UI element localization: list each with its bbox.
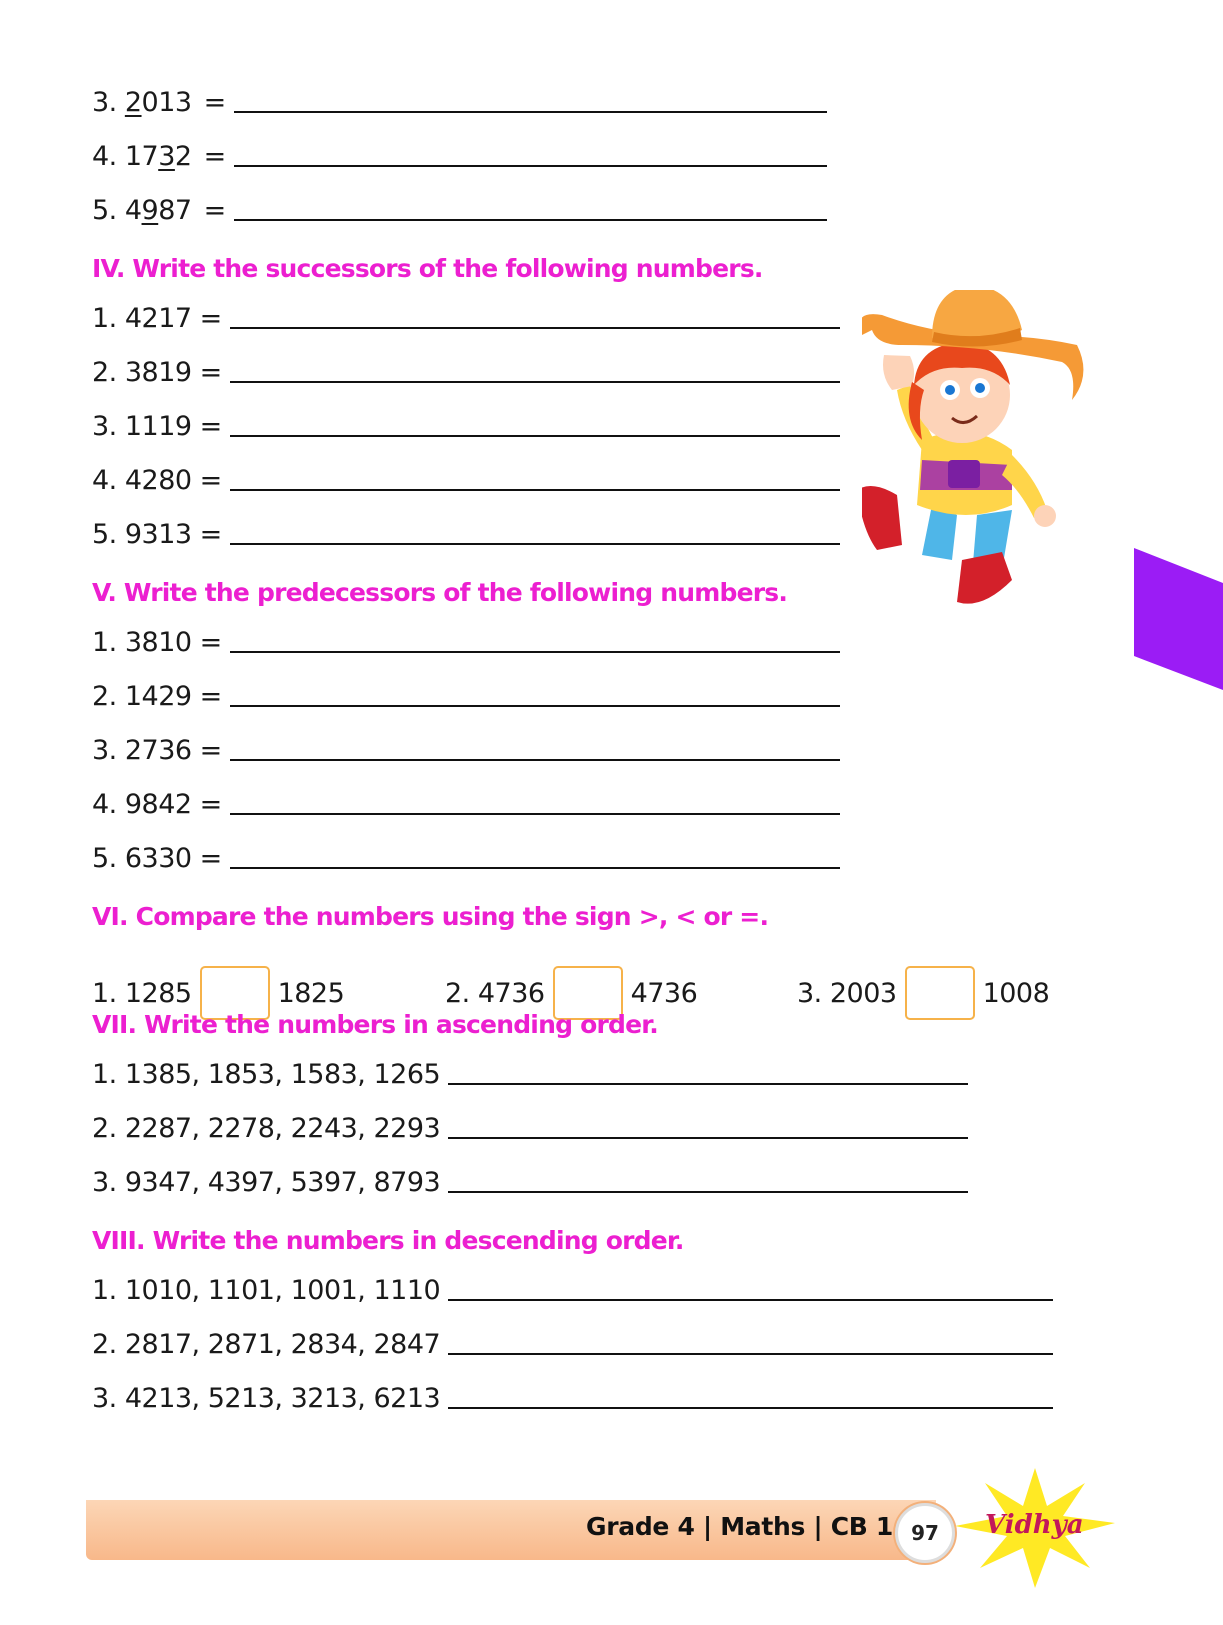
ascending-item: 3. 9347, 4397, 5397, 8793: [92, 1166, 968, 1200]
successor-item: 2. 3819 =: [92, 356, 840, 390]
answer-line[interactable]: [234, 111, 827, 113]
answer-line[interactable]: [448, 1191, 968, 1193]
predecessor-item: 5. 6330 =: [92, 842, 840, 876]
answer-line[interactable]: [230, 867, 840, 869]
place-value-item: [92, 140, 827, 174]
descending-item: 2. 2817, 2871, 2834, 2847: [92, 1328, 1053, 1362]
section-heading-predecessors: V. Write the predecessors of the following numbers.: [92, 578, 788, 607]
page-number: 97: [895, 1503, 955, 1563]
answer-line[interactable]: [448, 1407, 1053, 1409]
predecessor-item: 4. 9842 =: [92, 788, 840, 822]
answer-line[interactable]: [230, 435, 840, 437]
place-value-item: [92, 194, 827, 228]
successor-item: 5. 9313 =: [92, 518, 840, 552]
compare-item: 3. 2003 1008: [797, 966, 1049, 1020]
descending-item: 3. 4213, 5213, 3213, 6213: [92, 1382, 1053, 1416]
ascending-item: 2. 2287, 2278, 2243, 2293: [92, 1112, 968, 1146]
footer-label: Grade 4 | Maths | CB 1: [586, 1512, 894, 1541]
answer-line[interactable]: [448, 1083, 968, 1085]
item-number: 5. 4987 =: [92, 195, 226, 226]
answer-line[interactable]: [234, 219, 827, 221]
item-number: 3. 2013 =: [92, 87, 226, 118]
section-heading-descending: VIII. Write the numbers in descending order.: [92, 1226, 684, 1255]
successor-item: 1. 4217 =: [92, 302, 840, 336]
answer-line[interactable]: [230, 489, 840, 491]
answer-line[interactable]: [230, 381, 840, 383]
answer-line[interactable]: [230, 813, 840, 815]
compare-answer-box[interactable]: [905, 966, 975, 1020]
logo-text: Vidhya: [985, 1510, 1084, 1540]
successor-item: 3. 1119 =: [92, 410, 840, 444]
successor-item: 4. 4280 =: [92, 464, 840, 498]
answer-line[interactable]: [230, 651, 840, 653]
predecessor-item: 3. 2736 =: [92, 734, 840, 768]
predecessor-item: 1. 3810 =: [92, 626, 840, 660]
answer-line[interactable]: [448, 1137, 968, 1139]
section-heading-successors: IV. Write the successors of the following numbers.: [92, 254, 763, 283]
predecessor-item: 2. 1429 =: [92, 680, 840, 714]
answer-line[interactable]: [448, 1353, 1053, 1355]
section-heading-compare: VI. Compare the numbers using the sign >, < or =.: [92, 902, 769, 931]
cowboy-kid-illustration: [862, 290, 1122, 620]
answer-line[interactable]: [230, 327, 840, 329]
item-number: 4. 1732 =: [92, 141, 226, 172]
section-tab-marker: [1134, 548, 1223, 690]
descending-item: 1. 1010, 1101, 1001, 1110: [92, 1274, 1053, 1308]
answer-line[interactable]: [230, 759, 840, 761]
place-value-item: [92, 86, 827, 120]
answer-line[interactable]: [234, 165, 827, 167]
ascending-item: 1. 1385, 1853, 1583, 1265: [92, 1058, 968, 1092]
section-heading-ascending: VII. Write the numbers in ascending order.: [92, 1010, 658, 1039]
compare-item: 2. 4736 4736: [445, 966, 697, 1020]
compare-item: 1. 1285 1825: [92, 966, 344, 1020]
answer-line[interactable]: [230, 543, 840, 545]
answer-line[interactable]: [230, 705, 840, 707]
answer-line[interactable]: [448, 1299, 1053, 1301]
